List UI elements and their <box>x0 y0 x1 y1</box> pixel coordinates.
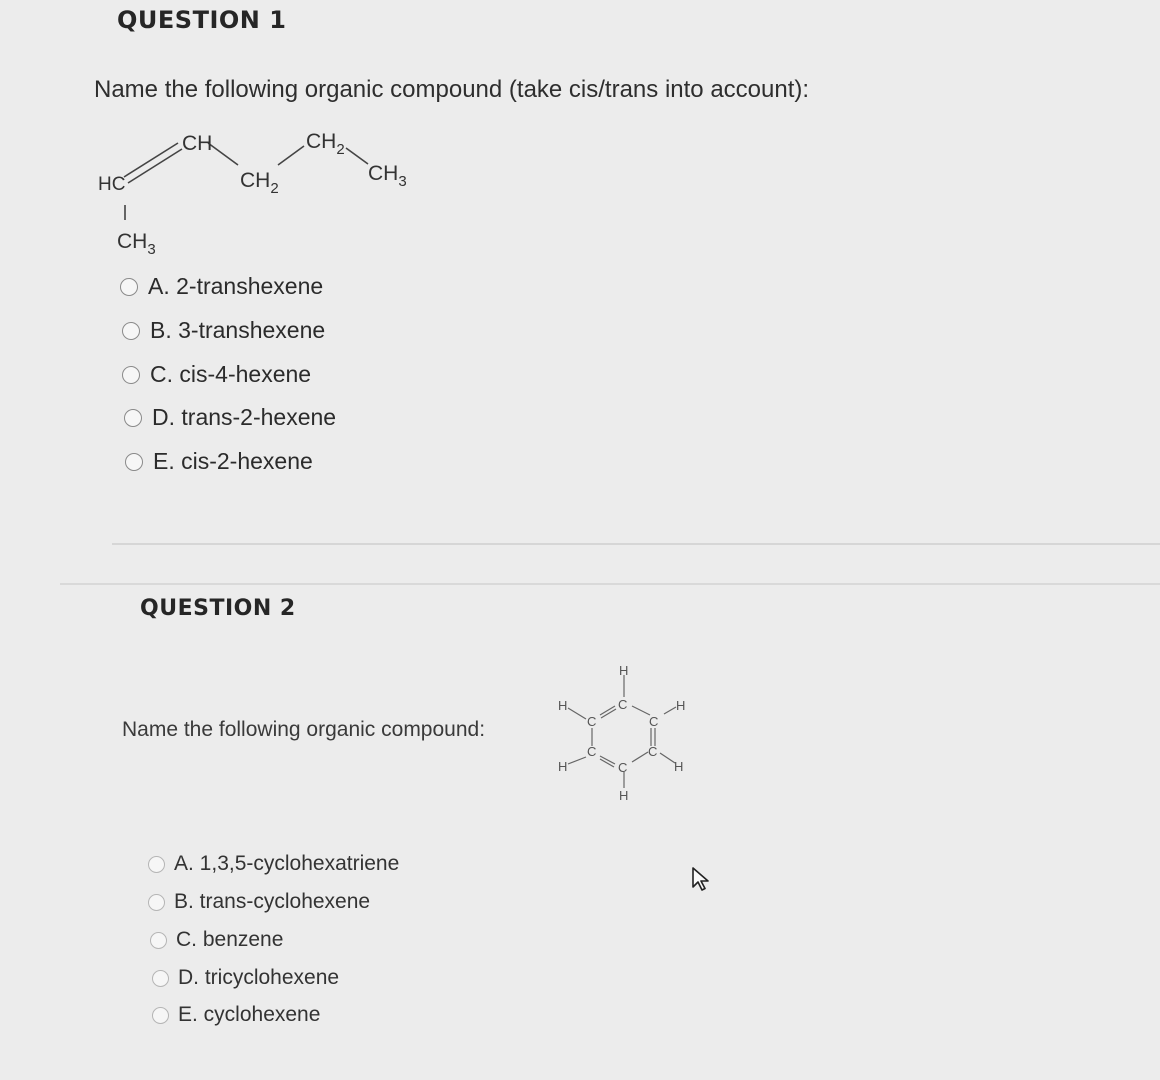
q1-option-a[interactable] <box>120 273 323 300</box>
divider-outer <box>60 583 1160 585</box>
radio-button[interactable] <box>152 1007 169 1024</box>
q2-option-e[interactable] <box>152 1003 320 1027</box>
structure-atom-ch: CH <box>182 132 213 155</box>
structure-atom-ch2-upper: CH <box>306 130 337 153</box>
radio-button[interactable] <box>122 366 140 384</box>
question-2-title: QUESTION 2 <box>140 596 296 621</box>
q2-atom-h-bottom: H <box>619 788 629 803</box>
structure-subscript-2b: 2 <box>336 141 345 158</box>
option-label: E. cyclohexene <box>178 1003 321 1026</box>
q1-option-c[interactable] <box>122 361 311 388</box>
q1-option-d[interactable] <box>124 404 336 431</box>
structure-subscript-2a: 2 <box>270 180 279 197</box>
q2-option-a[interactable] <box>148 852 399 876</box>
q2-atom-h-lower-left: H <box>558 759 568 774</box>
option-label: E. cis-2-hexene <box>153 448 313 474</box>
q2-atom-c-bottom: C <box>618 760 628 775</box>
option-label: A. 1,3,5-cyclohexatriene <box>174 852 400 875</box>
q2-atom-c-top: C <box>618 697 628 712</box>
radio-button[interactable] <box>150 932 167 949</box>
q2-atom-h-upper-right: H <box>676 698 686 713</box>
divider-inner <box>112 543 1160 545</box>
svg-text:CH2 <box>240 169 279 197</box>
q2-atom-h-top: H <box>619 663 629 678</box>
option-label: D. tricyclohexene <box>178 966 340 989</box>
q2-option-b[interactable] <box>148 890 370 914</box>
radio-button[interactable] <box>122 322 140 340</box>
q2-atom-h-lower-right: H <box>674 759 684 774</box>
option-label: C. cis-4-hexene <box>150 361 312 387</box>
mouse-pointer-icon <box>690 866 716 892</box>
radio-button[interactable] <box>152 970 169 987</box>
q2-atom-c-upper-right: C <box>649 714 659 729</box>
option-label: C. benzene <box>176 928 284 951</box>
svg-text:CH2 <box>306 130 345 158</box>
radio-button[interactable] <box>124 409 142 427</box>
radio-button[interactable] <box>148 856 165 873</box>
radio-button[interactable] <box>120 278 138 296</box>
structure-atom-ch3-right: CH <box>368 162 399 185</box>
radio-button[interactable] <box>125 453 143 471</box>
radio-button[interactable] <box>148 894 165 911</box>
question-2-structure <box>552 662 702 807</box>
question-1-title: QUESTION 1 <box>117 6 287 34</box>
structure-atom-hc: HC <box>98 174 126 195</box>
option-label: B. trans-cyclohexene <box>174 890 371 913</box>
structure-subscript-3b: 3 <box>147 241 156 258</box>
option-label: D. trans-2-hexene <box>152 404 337 430</box>
question-1-structure <box>90 120 450 265</box>
question-1-prompt: Name the following organic compound (take cis/trans into account): <box>94 76 810 103</box>
structure-subscript-3a: 3 <box>398 173 407 190</box>
q2-atom-c-lower-left: C <box>587 744 597 759</box>
structure-atom-ch2-lower: CH <box>240 169 271 192</box>
q1-option-e[interactable] <box>125 448 313 475</box>
q2-atom-h-upper-left: H <box>558 698 568 713</box>
q2-atom-c-upper-left: C <box>587 714 597 729</box>
structure-atom-ch3-bottom: CH <box>117 230 148 253</box>
question-2-prompt: Name the following organic compound: <box>122 718 486 741</box>
q2-option-c[interactable] <box>150 928 283 952</box>
q2-atom-c-lower-right: C <box>648 744 658 759</box>
svg-text:CH3 <box>117 230 156 258</box>
q1-option-b[interactable] <box>122 317 325 344</box>
option-label: B. 3-transhexene <box>150 317 326 343</box>
q2-option-d[interactable] <box>152 966 339 990</box>
svg-text:CH3 <box>368 162 407 190</box>
option-label: A. 2-transhexene <box>148 273 324 299</box>
